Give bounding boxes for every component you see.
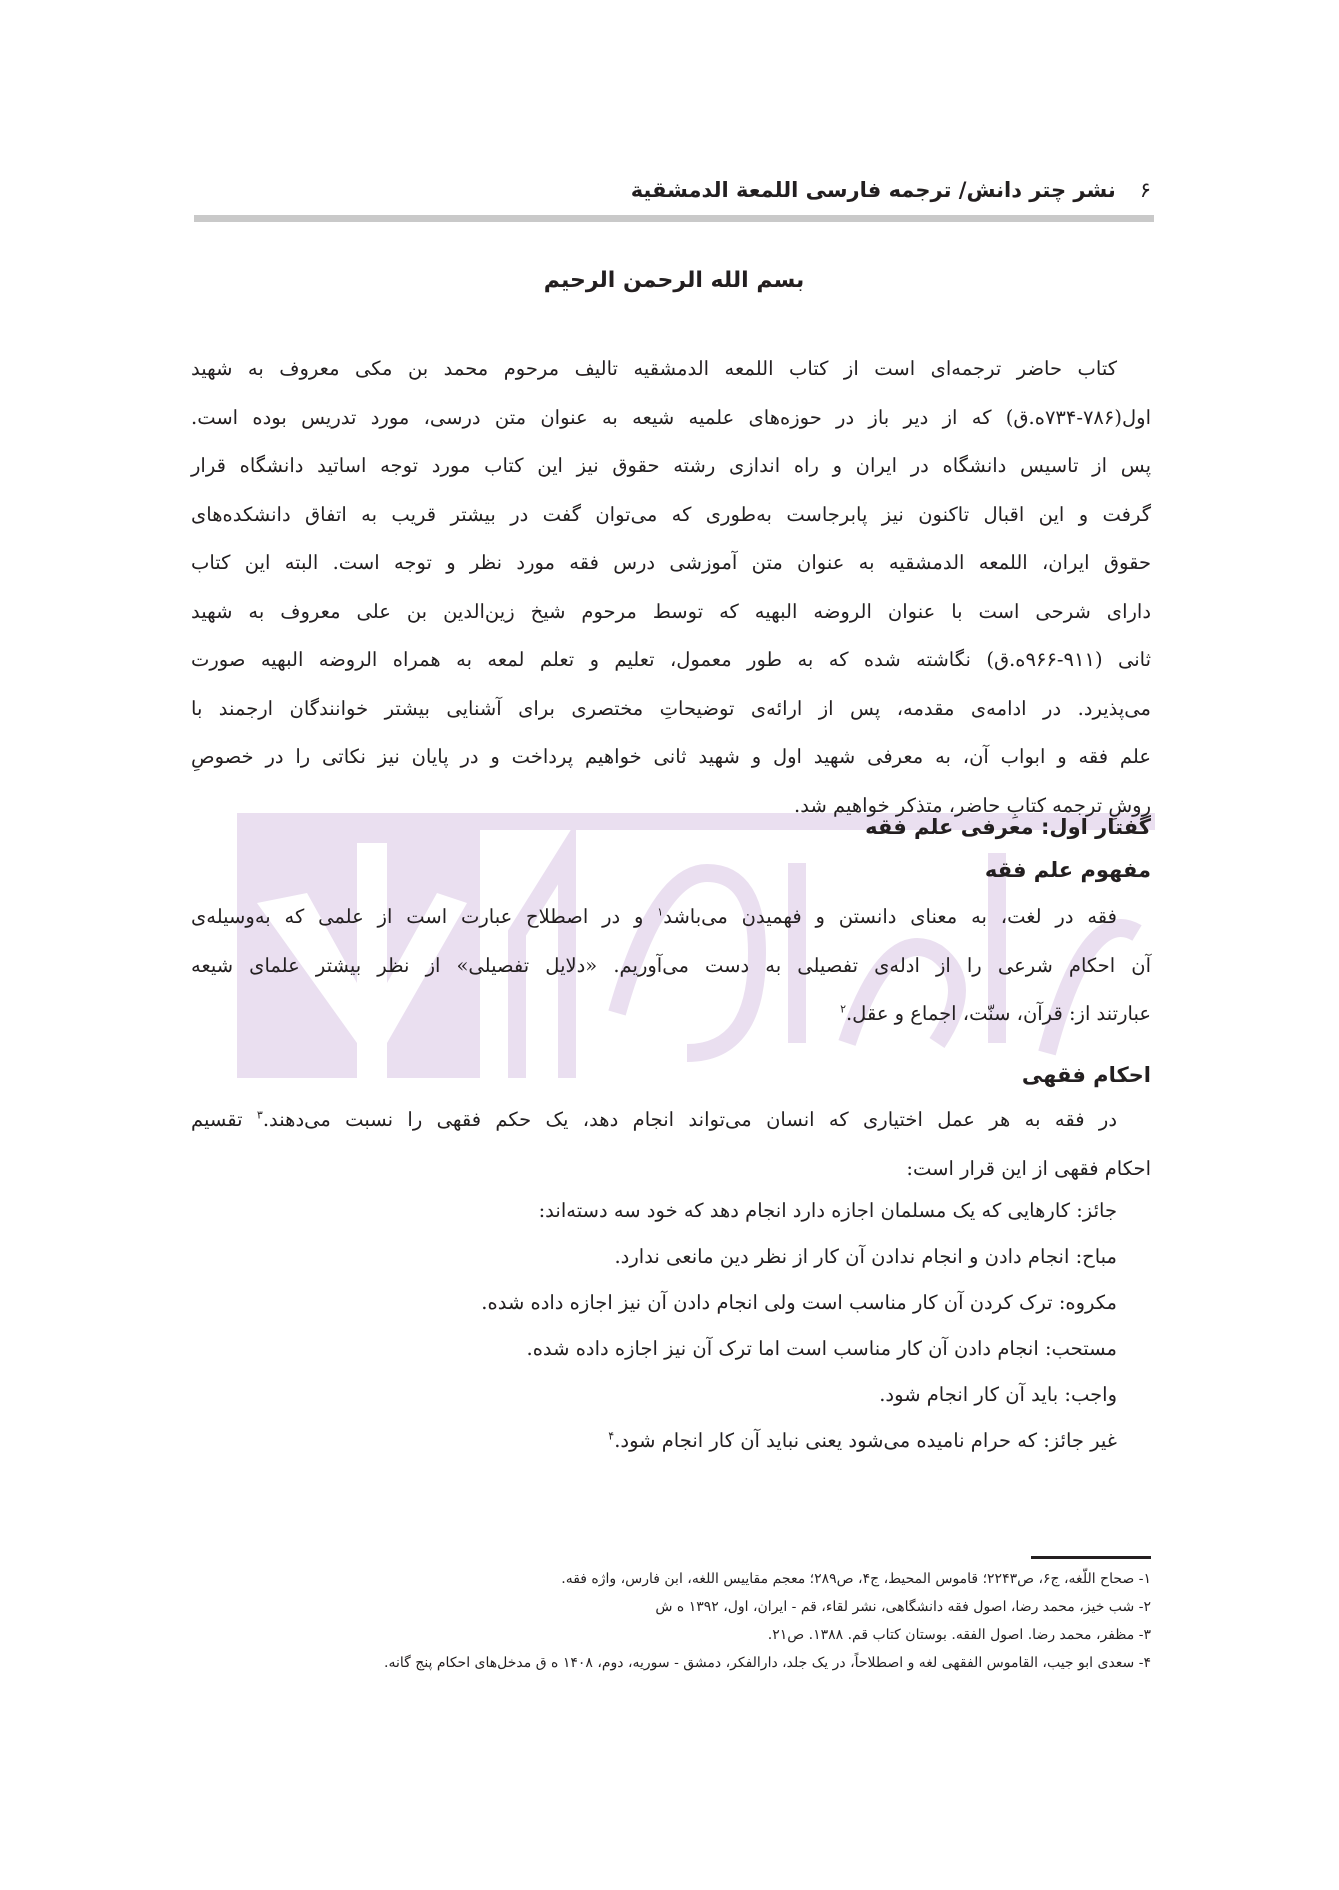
list-item-text: واجب: باید آن کار انجام شود. xyxy=(879,1383,1117,1406)
intro-paragraph xyxy=(191,345,1151,830)
line-text: عبارتند از: قرآن، سنّت، اجماع و عقل. xyxy=(845,1002,1151,1025)
paragraph-line xyxy=(191,1096,1151,1145)
paragraph-line: اول(۷۸۶-۷۳۴ه.ق) که از دیر باز در حوزه‌های علمیه شیعه به عنوان متن درسی، مورد تدریس بوده است. xyxy=(191,405,1151,429)
paragraph-line: می‌پذیرد. در ادامه‌ی مقدمه، پس از ارائه‌ی توضیحاتِ مختصری برای آشنایی بیشتر خوانندگان ارجمند با xyxy=(191,696,1151,720)
paragraph-line: حقوق ایران، اللمعه الدمشقیه به عنوان متن آموزشی درس فقه مورد نظر و توجه است. البته این کتاب xyxy=(191,551,1151,574)
paragraph-line: روشِ ترجمه کتابِ حاضر، متذکر خواهیم شد. xyxy=(794,793,1151,817)
footnotes xyxy=(191,1565,1151,1677)
list-item-text: مستحب: انجام دادن آن کار مناسب است اما ترک آن نیز اجازه داده شده. xyxy=(526,1337,1117,1360)
running-header xyxy=(191,170,1151,210)
list-item-text: مکروه: ترک کردن آن کار مناسب است ولی انجام دادن آن نیز اجازه داده شده. xyxy=(481,1291,1117,1314)
paragraph-line: پس از تاسیس دانشگاه در ایران و راه اندازی رشته حقوق نیز این کتاب مورد توجه اساتید دانشگاه قرار xyxy=(191,454,1151,477)
list-item xyxy=(191,1188,1151,1234)
paragraph-line xyxy=(191,1145,1151,1194)
paragraph-line: گرفت و این اقبال تاکنون نیز پابرجاست به‌طوری که می‌توان گفت در بیشتر قریب به اتفاق دانشکده‌های xyxy=(191,502,1151,526)
header-rule xyxy=(194,215,1154,222)
paragraph-line: علم فقه و ابواب آن، به معرفی شهید اول و شهید ثانی خواهیم پرداخت و در پایان نیز نکاتی را در خصوصِ xyxy=(191,745,1151,768)
footnote-1: ۱- صحاح اللّغه، ج۶، ص۲۲۴۳؛ قاموس المحیط، ج۴، ص۲۸۹؛ معجم مقاییس اللغه، ابن فارس، واژه فقه. xyxy=(561,1571,1151,1587)
line-text: فقه در لغت، به معنای دانستن و فهمیدن می‌باشد xyxy=(663,905,1117,928)
list-item-text: غیر جائز: که حرام نامیده می‌شود یعنی نباید آن کار انجام شود. xyxy=(614,1429,1117,1452)
footnote-4: ۴- سعدی ابو جیب، القاموس الفقهی لغه و اصطلاحاً، در یک جلد، دارالفکر، دمشق - سوریه، دوم، ۱۴۰۸ ه ق مدخل‌های احکام پنج گانه. xyxy=(384,1655,1151,1671)
list-item xyxy=(191,1418,1151,1464)
paragraph-line xyxy=(191,893,1151,942)
line-text-rest: تقسیم xyxy=(191,1108,257,1131)
running-title: نشر چتر دانش/ ترجمه فارسی اللمعة الدمشقیة xyxy=(630,178,1116,202)
paragraph-line: کتاب حاضر ترجمه‌ای است از کتاب اللمعه الدمشقیه تالیف مرحوم محمد بن مکی معروف به شهید xyxy=(191,357,1117,380)
section-heading-chapter-one: گفتار اول: معرفی علم فقه xyxy=(865,815,1151,839)
list-item-text: جائز: کارهایی که یک مسلمان اجازه دارد انجام دهد که خود سه دسته‌اند: xyxy=(538,1199,1117,1222)
footnote-ref-2[interactable]: ۲ xyxy=(840,1002,846,1016)
fiqh-definition-paragraph xyxy=(191,893,1151,1039)
footnote-2: ۲- شب خیز، محمد رضا، اصول فقه دانشگاهی، نشر لقاء، قم - ایران، اول، ۱۳۹۲ ه ش xyxy=(655,1599,1151,1615)
paragraph-line: ثانی (۹۱۱-۹۶۶ه.ق) نگاشته شده که به طور معمول، تعلیم و تعلم لمعه به همراه الروضه البهیه صورت xyxy=(191,648,1152,671)
list-item xyxy=(191,1280,1151,1326)
paragraph-line: دارای شرحی است با عنوان الروضه البهیه که توسط مرحوم شیخ زین‌الدین بن علی معروف به شهید xyxy=(191,599,1151,623)
basmala-heading: بسم الله الرحمن الرحیم xyxy=(543,268,805,293)
footnote-ref-4[interactable]: ۴ xyxy=(608,1429,615,1443)
footnote-separator xyxy=(1031,1556,1151,1559)
paragraph-line xyxy=(191,942,1151,991)
list-item-text: مباح: انجام دادن و انجام ندادن آن کار از نظر دین مانعی ندارد. xyxy=(614,1245,1117,1268)
line-text: آن احکام شرعی را از ادله‌ی تفصیلی به دست می‌آوریم. «دلایل تفصیلی» از نظر بیشتر علمای شیعه xyxy=(191,953,1151,977)
paragraph-line xyxy=(191,990,1151,1039)
subsection-heading-fiqh-concept: مفهوم علم فقه xyxy=(984,858,1151,882)
footnote-3: ۳- مظفر، محمد رضا. اصول الفقه. بوستان کتاب قم. ۱۳۸۸. ص۲۱. xyxy=(767,1627,1151,1643)
list-item xyxy=(191,1372,1151,1418)
line-text-rest: و در اصطلاح عبارت است از علمی که به‌وسیله‌ی xyxy=(191,905,658,928)
rulings-list xyxy=(191,1188,1151,1464)
line-text: احکام فقهی از این قرار است: xyxy=(906,1156,1151,1180)
list-item xyxy=(191,1326,1151,1372)
footnote-ref-3[interactable]: ۳ xyxy=(256,1108,263,1122)
page-number: ۶ xyxy=(1139,178,1151,202)
rulings-paragraph xyxy=(191,1096,1151,1193)
list-item xyxy=(191,1234,1151,1280)
footnote-ref-1[interactable]: ۱ xyxy=(657,905,664,919)
section-heading-fiqh-rulings: احکام فقهی xyxy=(1021,1063,1151,1087)
line-text: در فقه به هر عمل اختیاری که انسان می‌تواند انجام دهد، یک حکم فقهی را نسبت می‌دهند. xyxy=(262,1108,1118,1131)
